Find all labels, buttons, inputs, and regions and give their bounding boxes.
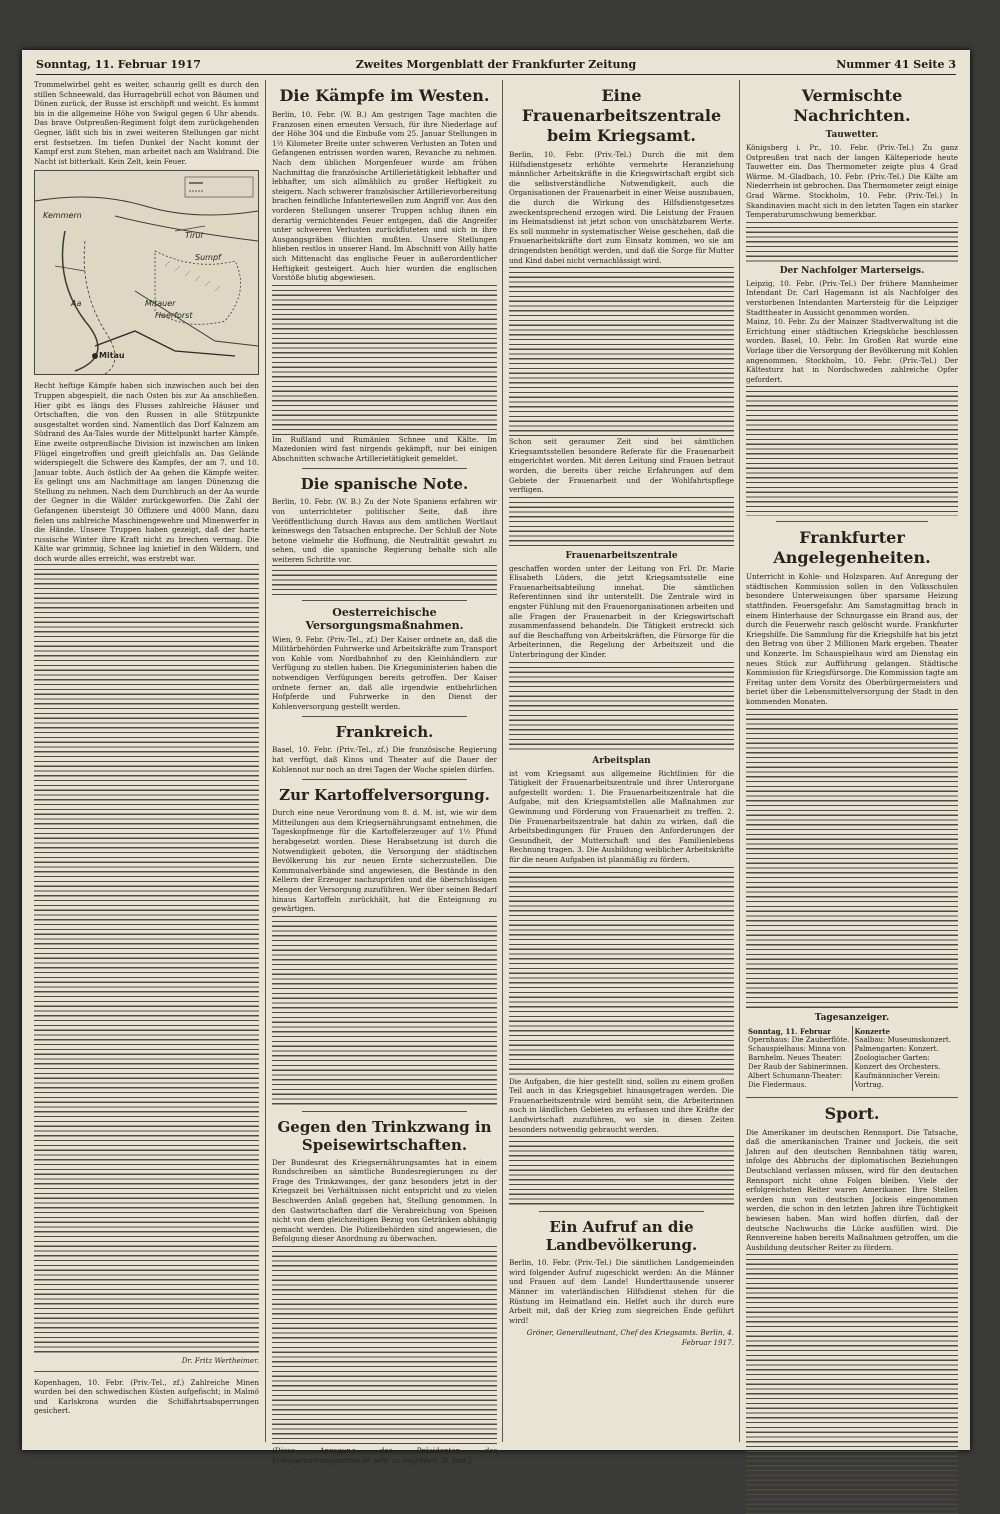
- divider: [776, 521, 928, 522]
- article-text: Berlin, 10. Febr. (W. B.) Zu der Note Spaniens erfahren wir von unterrichteter politischer Seite, daß ihre Veröffentlichung durch Havas aus dem amtlichen Wortlaut keineswegs den Tatsachen entspreche. Der Schluß der Note betone vielmehr die Hoffnung, die Neutralität gewahrt zu sehen, und die spanische Regierung behalte sich alle weiteren Schritte vor.: [272, 497, 497, 565]
- masthead-page-number: Nummer 41 Seite 3: [836, 58, 956, 71]
- column-4: [746, 80, 958, 1442]
- article-text: Berlin, 10. Febr. (Priv.-Tel.) Durch die mit dem Hilfsdienstgesetz erhöhte vermehrte Heranziehung männlicher Arbeitskräfte in die Kriegswirtschaft ergibt sich die selbstverständliche Notwendigkeit, auch die Organisationen der Frauenarbeit in einer Weise auszubauen, die durch die Wirkung des Hilfsdienstgesetzes zweckentsprechend erzogen wird. Die Leistung der Frauen im Heimatsdienst ist jetzt schon von unschätzbarem Werte. Es soll nunmehr in systematischer Weise geschehen, daß die Frauenarbeitskräfte dort zum Einsatz kommen, wo sie am dringendsten benötigt werden, und daß die Sorge für Mutter und Kind dabei nicht vernachlässigt wird.: [509, 150, 734, 265]
- proclamation-signature: Gröner, Generalleutnant, Chef des Kriegsamts. Berlin, 4. Februar 1917.: [526, 1328, 734, 1347]
- divider: [34, 1371, 259, 1372]
- divider: [302, 1111, 467, 1112]
- article-text: Berlin, 10. Febr. (Priv.-Tel.) Die sämtlichen Landgemeinden wird folgender Aufruf zugeschickt werden: An die Männer und Frauen auf dem Lande! Hunderttausende unserer Männer im vaterländischen Hilfsdienst stehen für die Rüstung im Heimatland ein. Helfet auch ihr durch eure Arbeit mit, daß der Krieg zum siegreichen Ende geführt wird!: [509, 1258, 734, 1325]
- article-text-continued: [272, 1246, 497, 1446]
- divider: [746, 1097, 958, 1098]
- headline-spanische-note: Die spanische Note.: [300, 475, 469, 494]
- listing-text: Opernhaus: Die Zauberflöte. Schauspielhaus: Minna von Barnhelm. Neues Theater: Der Raub der Sabinerinnen. Albert Schumann-Theater: Die Fledermaus.: [748, 1035, 850, 1089]
- map-label-mitau: Mitau: [99, 351, 125, 361]
- article-text: Wien, 9. Febr. (Priv.-Tel., zf.) Der Kaiser ordnete an, daß die Militärbehörden Fuhrwerke und Arbeitskräfte zum Transport von Kohle vom Nordbahnhof zu den Kleinhändlern zur Verfügung zu stellen haben. Die Kriegsministerien haben die notwendigen Verfügungen bereits getroffen. Der Kaiser ordnete ferner an, daß alle irgendwie entbehrlichen Hofpferde und Fuhrwerke in den Dienst der Kohlenversorgung gestellt werden.: [272, 634, 497, 711]
- map-label-kemmern: Kemmern: [43, 211, 82, 221]
- column-2: [272, 80, 497, 1465]
- battle-map: [34, 170, 259, 375]
- column-rule: [502, 80, 503, 1442]
- headline-trinkzwang: Gegen den Trinkzwang in Speisewirtschaften.: [277, 1117, 492, 1154]
- listing-column: [852, 1026, 958, 1091]
- article-text-continued: [509, 1136, 734, 1206]
- masthead-date: Sonntag, 11. Februar 1917: [36, 58, 201, 71]
- listing-column: [746, 1026, 852, 1091]
- article-text: geschaffen worden unter der Leitung von Frl. Dr. Marie Elisabeth Lüders, die jetzt Kriegsamtsstelle eine Frauenarbeitsabteilung innehat. Die sämtlichen Referentinnen sind ihr unterstellt. Die Zentrale wird in engster Fühlung mit den Frauenorganisationen arbeiten und alle Fragen der Frauenarbeit in der Kriegswirtschaft zusammenfassend behandeln. Die Tätigkeit erstreckt sich auf die Beschaffung von Arbeitskräften, die Fürsorge für die Arbeiterinnen, die Regelung der Arbeitszeit und die Unterbringung der Kinder.: [509, 563, 734, 660]
- headline-frankreich: Frankreich.: [335, 723, 434, 742]
- column-3: [509, 80, 734, 1442]
- listing-text: Saalbau: Museumskonzert. Palmengarten: Konzert. Zoologischer Garten: Konzert des Orchesters. Kaufmännischer Verein: Vortrag.: [854, 1035, 951, 1089]
- headline-vermischte-nachrichten: Vermischte Nachrichten.: [793, 86, 911, 125]
- column-rule: [265, 80, 266, 1442]
- article-text-continued: [746, 222, 958, 262]
- article-text-continued: [272, 916, 497, 1106]
- subheading-tagesanzeiger: Tagesanzeiger.: [814, 1012, 890, 1023]
- map-label-mitauer: Mitauer: [145, 299, 176, 309]
- theater-listings: [746, 1026, 958, 1091]
- listing-title: Konzerte: [854, 1026, 890, 1036]
- masthead-title: Zweites Morgenblatt der Frankfurter Zeitung: [355, 58, 637, 71]
- headline-oesterreich: Oesterreichische Versorgungsmaßnahmen.: [305, 605, 464, 632]
- article-text: Die Amerikaner im deutschen Rennsport. Die Tatsache, daß die amerikanischen Trainer und Jockeis, die seit Jahren auf den deutschen Rennbahnen tätig waren, infolge des Abbruchs der diplomatischen Beziehungen Deutschland verlassen müssen, wird für den deutschen Rennsport nicht ohne Folgen bleiben. Viele der erfolgreichsten Reiter waren Amerikaner. Ihre Stellen werden nun von deutschen Jockeis eingenommen werden, die schon in den letzten Jahren ihre Tüchtigkeit bewiesen haben. Man wird hoffen dürfen, daß der deutsche Nachwuchs die Lücke ausfüllen wird. Die Rennvereine haben bereits Maßnahmen getroffen, um die Ausbildung deutscher Reiter zu fördern.: [746, 1127, 958, 1252]
- column-1: [34, 80, 259, 1442]
- column-rule: [739, 80, 740, 1442]
- newspaper-page: [22, 50, 970, 1465]
- article-text-continued: [34, 564, 259, 1354]
- article-text: Leipzig, 10. Febr. (Priv.-Tel.) Der frühere Mannheimer Intendant Dr. Carl Hagemann ist als Nachfolger des verstorbenen Intendanten Martersteig für die Leipziger Stadttheater in Aussicht genommen worden.: [746, 278, 958, 317]
- article-text: Durch eine neue Verordnung vom 8. d. M. ist, wie wir dem Mitteilungen aus dem Kriegsernährungsamt entnehmen, die Tageskopfmenge für die Kartoffelerzeuger auf 1½ Pfund herabgesetzt worden. Diese Herabsetzung ist durch die Notwendigkeit geboten, die Versorgung der städtischen Bevölkerung bis zur neuen Ernte sicherzustellen. Die Kommunalverbände sind angewiesen, die Bestände in den Kellern der Erzeuger nachzuprüfen und die überschüssigen Mengen der Versorgung zuzuführen. Wer über seinen Bedarf hinaus Kartoffeln zurückhält, hat die Enteignung zu gewärtigen.: [272, 808, 497, 914]
- article-text-continued: [509, 662, 734, 752]
- article-text: Unterricht in Kohle- und Holzsparen. Auf Anregung der städtischen Kommission sollen in den Volksschulen besondere Unterweisungen über sparsame Heizung stattfinden. Feuersgefahr. Am Samstagmittag brach in einem Hinterhause der Schnurgasse ein Brand aus, der durch die Feuerwehr rasch gelöscht wurde. Frankfurter Kriegshilfe. Die Sammlung für die Kriegshilfe hat bis jetzt den Betrag von über 2 Millionen Mark ergeben. Theater und Konzerte. Im Schauspielhaus wird am Dienstag ein neues Stück zur Aufführung gelangen. Städtische Kommission für Kriegsfürsorge. Die Kommission tagte am Freitag unter dem Vorsitz des Oberbürgermeisters und beriet über die Lebensmittelversorgung der Stadt in den kommenden Monaten.: [746, 572, 958, 706]
- article-text-continued: [509, 267, 734, 437]
- divider: [302, 600, 467, 601]
- map-label-aa: Aa: [71, 299, 82, 309]
- map-label-sumpf: Sumpf: [195, 253, 221, 263]
- headline-sport: Sport.: [824, 1103, 880, 1123]
- article-text: Schon seit geraumer Zeit sind bei sämtlichen Kriegsamtsstellen besondere Referate für die Frauenarbeit eingerichtet worden. Mit deren Leitung sind Frauen betraut worden, die bereits über reiche Erfahrungen auf dem Gebiete der Frauenarbeit und der Wohlfahrtspflege verfügen.: [509, 437, 734, 495]
- map-drawing: [35, 171, 258, 374]
- article-text-continued: [509, 497, 734, 547]
- article-text: Basel, 10. Febr. (Priv.-Tel., zf.) Die französische Regierung hat verfügt, daß Kinos und Theater auf die Dauer der Kohlennot nur noch an drei Tagen der Woche spielen dürfen.: [272, 745, 497, 774]
- listing-title: Sonntag, 11. Februar: [748, 1026, 831, 1036]
- subheading-tauwetter: Tauwetter.: [825, 130, 879, 140]
- article-text-continued: [746, 1254, 958, 1514]
- article-text-continued: [746, 709, 958, 1009]
- divider: [302, 779, 467, 780]
- article-text-continued: [272, 285, 497, 435]
- masthead: [36, 58, 956, 75]
- article-text: Kopenhagen, 10. Febr. (Priv.-Tel., zf.) Zahlreiche Minen wurden bei den schwedischen Küsten aufgefischt; in Malmö und Karlskrona wurden die Schiffahrtsabsperrungen gesichert.: [34, 1377, 259, 1416]
- subheading-arbeitsplan: Arbeitsplan: [592, 755, 651, 766]
- article-text: Mainz, 10. Febr. Zu der Mainzer Stadtverwaltung ist die Errichtung einer städtischen Kriegsküche beschlossen worden. Basel, 10. Febr. Im Großen Rat wurde eine Vorlage über die Versorgung der Bevölkerung mit Kohlen angenommen. Stockholm, 10. Febr. (Priv.-Tel.) Der Kältesturz hat in Nordschweden zahlreiche Opfer gefordert.: [746, 317, 958, 384]
- subheading-frauenarbeitszentrale: Frauenarbeitszentrale: [565, 550, 678, 561]
- article-text: ist vom Kriegsamt aus allgemeine Richtlinien für die Tätigkeit der Frauenarbeitszentrale und ihrer Unterorgane aufgestellt worden: 1. Die Frauenarbeitszentrale hat die Aufgabe, mit den Kriegsamtstellen alle Maßnahmen zur Gewinnung und Förderung von Frauenarbeit zu treffen. 2. Die Frauenarbeitszentrale hat dahin zu wirken, daß die Arbeitsbedingungen für Frauen den Anforderungen der Gesundheit, der Mutterschaft und des Familienlebens Rechnung tragen. 3. Die Ausbildung weiblicher Arbeitskräfte für die neuen Aufgaben ist planmäßig zu fördern.: [509, 768, 734, 864]
- article-text: Trommelwirbel geht es weiter, schaurig gellt es durch den stillen Schneewald, das Hurragebrüll echot von Bäumen und Dünen zurück, der Russe ist erschöpft und weicht. Es kommt bis in die allgemeine Höhe von Swigul gegen 6 Uhr abends. Das brave Ostpreußen-Regiment folgt dem zurückgehenden Gegner, läßt sich bis in zwei weiteren Stellungen gar nicht erst festsetzen. Im tiefen Dunkel der Nacht kommt der Kampf erst zum Stehen, man arbeitet nach am Waldrand. Die Nacht ist bitterkalt. Kein Zelt, kein Feuer.: [34, 80, 259, 166]
- article-text-continued: [746, 386, 958, 516]
- article-text: Berlin, 10. Febr. (W. B.) Am gestrigen Tage machten die Franzosen einen erneuten Versuch, für ihre Niederlage auf der Höhe 304 und die Einbuße vom 25. Januar Stellungen in 1½ Kilometer Breite unter schweren Verlusten an Toten und Gefangenen entrissen worden waren, Revanche zu nehmen. Nach dem üblichen Morgenfeuer wurde am frühen Nachmittag die französische Artillerietätigkeit lebhafter und lebhafter, um sich allmählich zu großer Heftigkeit zu steigern. Nach schwerer französischer Artillerievorbereitung brachen feindliche Infanteriewellen zum Angriff vor. Aus den vorderen Stellungen unserer Truppen schlug ihnen ein derartig vernichtendes Feuer entgegen, daß die Angreifer unter schweren Verlusten zurückfluteten und sich in ihre Ausgangsgräben flüchten mußten. Unsere Stellungen blieben restlos in unserer Hand. Im Abschnitt von Ailly hatte sich Mittenacht das englische Feuer in außerordentlicher Heftigkeit gesteigert. Auch hier wurden die englischen Vorstöße blutig abgewiesen.: [272, 110, 497, 283]
- article-text: Recht heftige Kämpfe haben sich inzwischen auch bei den Truppen abgespielt, die nach Osten bis zur Aa anschließen. Hier gibt es längs des Flusses zahlreiche Häuser und Ortschaften, die von den Russen in alle Stützpunkte ausgestaltet worden sind. Namentlich das Dorf Kalnzem am Südrand des Aa-Tales wurde der Mittelpunkt harter Kämpfe. Eine zweite ostpreußische Division ist inzwischen am linken Flügel eingetroffen und greift gleichfalls an. Das Gelände widerspiegelt die Schwere des Kampfes, der am 7. und 10. Januar tobte. Auch östlich der Aa gehen die Kämpfe weiter. Es gelingt uns am Nachmittage am langen Dünenzug die Stellung zu nehmen. Nach dem Durchbruch an der Aa wurde der Gegner in die Wälder zurückgeworfen. Die Zahl der Gefangenen übersteigt 30 Offiziere und 4000 Mann, dazu fielen uns zahlreiche Maschinengewehre und Minenwerfer in die Hände. Unsere Truppen haben gezeigt, daß der harte russische Winter ihre Kraft nicht zu brechen vermag. Die Kälte war grimmig, Schnee lag knietief in den Wäldern, und doch wurde alles erreicht, was erstrebt war.: [34, 381, 259, 564]
- article-text: Die Aufgaben, die hier gestellt sind, sollen zu einem großen Teil auch in das Kriegsgebiet hinausgetragen werden. Die Frauenarbeitszentrale wird bemüht sein, die Arbeiterinnen auch in ländlichen Gebieten zu erfassen und ihre Kräfte der Landwirtschaft zuzuführen, wo sie in diesen Zeiten besonders notwendig gebraucht werden.: [509, 1076, 734, 1134]
- headline-frauenarbeitszentrale: Eine Frauenarbeitszentrale beim Kriegsamt.: [521, 86, 722, 145]
- editor-note: (Diese Anregung des Präsidenten des Kriegsernährungsamtes ist sehr zu begrüßen. D. Red.): [272, 1446, 497, 1465]
- headline-kaempfe-westen: Die Kämpfe im Westen.: [279, 86, 490, 105]
- headline-frankfurter-angelegenheiten: Frankfurter Angelegenheiten.: [773, 528, 931, 568]
- divider: [539, 1211, 704, 1212]
- divider: [302, 468, 467, 469]
- author-signature: Dr. Fritz Wertheimer.: [181, 1355, 259, 1365]
- article-text: Königsberg i. Pr., 10. Febr. (Priv.-Tel.) Zu ganz Ostpreußen trat nach der langen Kälteperiode heute Tauwetter ein. Das Thermometer zeigte plus 4 Grad Wärme. M.-Gladbach, 10. Febr. (Priv.-Tel.) Die Kälte am Niederrhein ist gebrochen. Das Thermometer zeigt einige Grad Wärme. Stockholm, 10. Febr. (Priv.-Tel.) In Skandinavien macht sich in den letzten Tagen ein starker Temperaturumschwung bemerkbar.: [746, 143, 958, 220]
- article-text: Im Rußland und Rumänien Schnee und Kälte. Im Mazedonien wird fast nirgends gekämpft, nur bei einigen Abschnitten schwache Artillerietätigkeit gemeldet.: [272, 434, 497, 463]
- article-text-continued: [272, 565, 497, 595]
- subheading-nachfolger: Der Nachfolger Marterseigs.: [779, 265, 925, 276]
- theater-table: [746, 1026, 958, 1091]
- divider: [302, 716, 467, 717]
- headline-aufruf-landbevoelkerung: Ein Aufruf an die Landbevölkerung.: [545, 1218, 698, 1255]
- map-label-heerforst: Heerforst: [155, 311, 193, 321]
- article-text: Der Bundesrat des Kriegsernährungsamtes hat in einem Rundschreiben an sämtliche Bundesregierungen zu der Frage des Trinkzwanges, der ganz besonders jetzt in der Kriegszeit bei Verhältnissen nicht entspricht und zu vielen Beschwerden Anlaß gegeben hat, Stellung genommen. In den Gastwirtschaften darf die Verabreichung von Speisen nicht von dem gleichzeitigen Bezug von Getränken abhängig gemacht werden. Die Polizeibehörden sind angewiesen, die Befolgung dieser Anordnung zu überwachen.: [272, 1157, 497, 1244]
- headline-kartoffelversorgung: Zur Kartoffelversorgung.: [279, 786, 490, 805]
- article-text-continued: [509, 867, 734, 1077]
- map-label-tirul: Tirul: [185, 231, 203, 241]
